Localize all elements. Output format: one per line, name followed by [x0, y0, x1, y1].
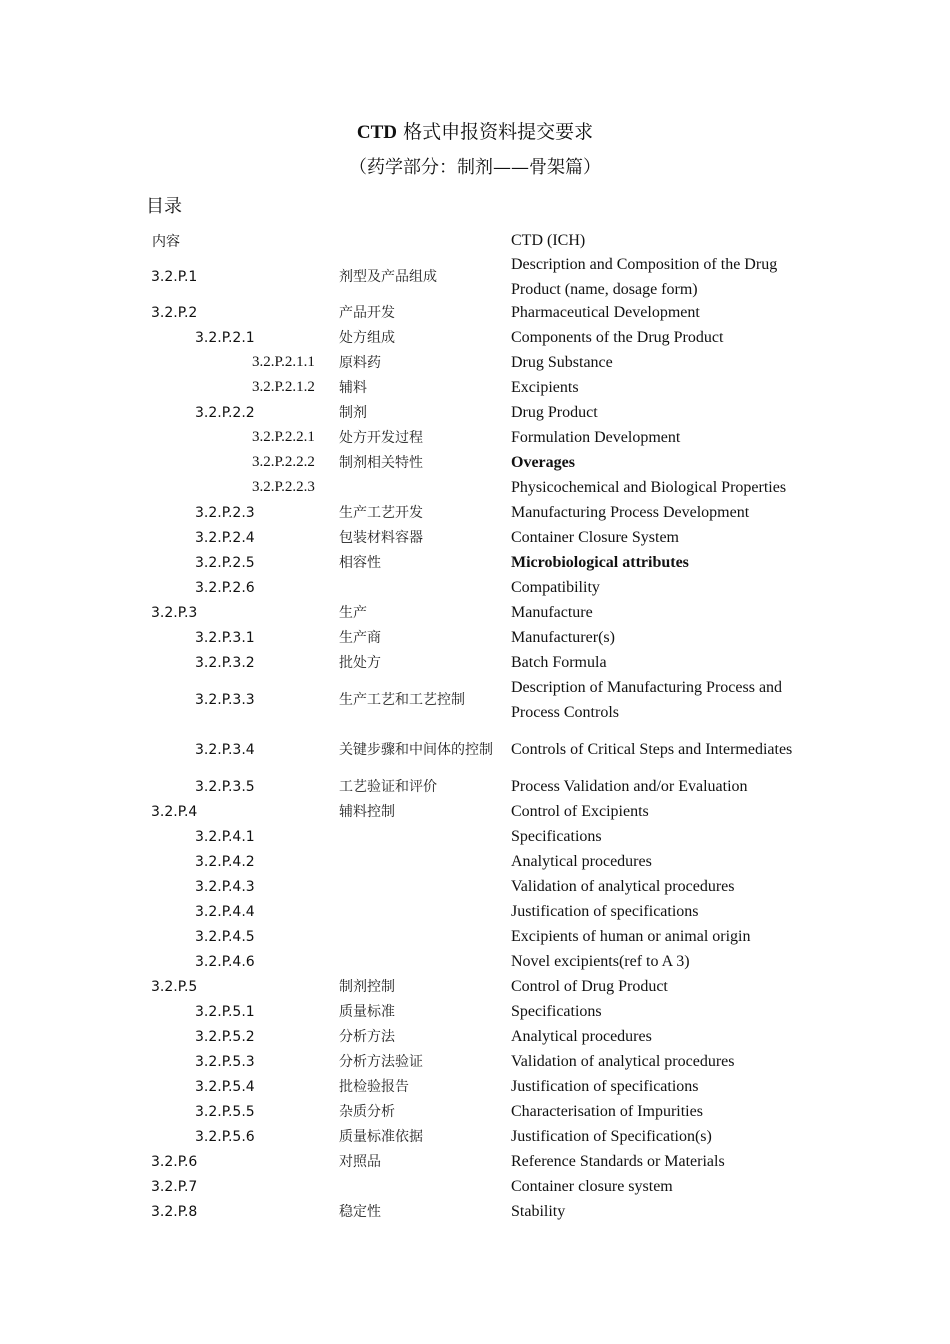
section-code: 3.2.P.2.6 — [195, 579, 255, 596]
section-title-cn — [339, 949, 499, 974]
section-code: 3.2.P.5.3 — [195, 1053, 255, 1070]
toc-row — [0, 325, 950, 350]
toc-row — [0, 774, 950, 799]
section-title-cn: 原料药 — [339, 354, 381, 371]
section-title-en: Validation of analytical procedures — [511, 878, 735, 895]
section-title-cn — [339, 924, 499, 949]
section-title-cn: 批处方 — [339, 654, 381, 671]
toc-row — [0, 999, 950, 1024]
header-content: 内容 — [152, 233, 180, 250]
section-title-cn: 生产商 — [339, 629, 381, 646]
section-code: 3.2.P.2.3 — [195, 504, 255, 521]
document-subtitle: （药学部分：制剂——骨架篇） — [349, 157, 601, 178]
section-title-en: Container Closure System — [511, 529, 679, 546]
section-title-en: Manufacturer(s) — [511, 629, 615, 646]
section-title-en: Validation of analytical procedures — [511, 1053, 735, 1070]
section-code: 3.2.P.6 — [151, 1153, 198, 1170]
section-title-cn: 制剂 — [339, 404, 367, 421]
toc-row — [0, 650, 950, 675]
section-title-en: Physicochemical and Biological Properties — [511, 479, 787, 496]
section-title-en: Analytical procedures — [511, 1028, 652, 1045]
section-code: 3.2.P.4.2 — [195, 853, 255, 870]
section-code: 3.2.P.4.4 — [195, 903, 255, 920]
section-code: 3.2.P.4.6 — [195, 953, 255, 970]
section-title-cn: 分析方法验证 — [339, 1053, 423, 1070]
section-code: 3.2.P.2.1.1 — [252, 354, 315, 370]
toc-row — [0, 1074, 950, 1099]
section-title-cn: 处方组成 — [339, 329, 395, 346]
section-title-cn: 相容性 — [339, 554, 381, 571]
section-code: 3.2.P.3.3 — [195, 692, 255, 708]
section-title-en: Drug Substance — [511, 354, 613, 371]
section-code: 3.2.P.5.2 — [195, 1028, 255, 1045]
section-title-cn: 批检验报告 — [339, 1078, 409, 1095]
section-code: 3.2.P.5.4 — [195, 1078, 255, 1095]
section-title-cn: 生产工艺和工艺控制 — [339, 692, 465, 708]
toc-row — [0, 1199, 950, 1224]
section-code: 3.2.P.2.2.1 — [252, 429, 315, 445]
toc-row — [0, 1099, 950, 1124]
section-title-cn: 对照品 — [339, 1153, 381, 1170]
section-title-en: Control of Excipients — [511, 803, 649, 820]
section-title-en: Specifications — [511, 828, 602, 845]
section-title-en: Formulation Development — [511, 429, 681, 446]
section-title-cn: 质量标准 — [339, 1003, 395, 1020]
toc-row — [0, 300, 950, 325]
document-title-text: 格式申报资料提交要求 — [397, 121, 594, 143]
section-code: 3.2.P.5.6 — [195, 1128, 255, 1145]
toc-row — [0, 625, 950, 650]
section-title-en: Reference Standards or Materials — [511, 1153, 725, 1170]
toc-row — [0, 375, 950, 400]
section-code: 3.2.P.3.4 — [195, 741, 255, 758]
section-title-cn: 辅料 — [339, 379, 367, 396]
section-title-en: Drug Product — [511, 404, 598, 421]
section-title-en: Process Validation and/or Evaluation — [511, 778, 748, 795]
toc-row — [0, 500, 950, 525]
section-code: 3.2.P.3 — [151, 604, 198, 621]
section-title-en: Manufacture — [511, 604, 593, 621]
section-title-en: Pharmaceutical Development — [511, 304, 700, 321]
section-title-cn: 剂型及产品组成 — [339, 269, 437, 285]
section-title-cn: 产品开发 — [339, 304, 395, 321]
toc-row — [0, 575, 950, 600]
section-title-cn — [339, 824, 499, 849]
section-title-en: Description and Composition of the Drug Product (name, dosage form) — [511, 256, 778, 298]
section-title-cn: 制剂控制 — [339, 978, 395, 995]
section-title-en: Microbiological attributes — [511, 554, 689, 571]
section-code: 3.2.P.7 — [151, 1178, 198, 1195]
toc-row — [0, 899, 950, 924]
toc-row — [0, 1049, 950, 1074]
toc-row — [0, 425, 950, 450]
section-code: 3.2.P.2.5 — [195, 554, 255, 571]
section-title-en: Control of Drug Product — [511, 978, 668, 995]
section-title-cn — [339, 1174, 499, 1199]
section-title-cn: 杂质分析 — [339, 1103, 395, 1120]
section-title-en: Excipients of human or animal origin — [511, 928, 751, 945]
section-title-en: Controls of Critical Steps and Intermediates — [511, 741, 793, 758]
toc-row — [0, 949, 950, 974]
section-code: 3.2.P.2 — [151, 304, 198, 321]
document-title-acronym: CTD — [356, 122, 398, 143]
section-title-en: Stability — [511, 1203, 566, 1220]
section-title-cn: 辅料控制 — [339, 803, 395, 820]
section-title-cn: 包装材料容器 — [339, 529, 423, 546]
section-code: 3.2.P.4.5 — [195, 928, 255, 945]
section-title-en: Description of Manufacturing Process and Process Controls — [511, 679, 783, 721]
toc-row — [0, 450, 950, 475]
toc-row — [0, 1149, 950, 1174]
section-title-en: Characterisation of Impurities — [511, 1103, 703, 1120]
toc-row — [0, 1124, 950, 1149]
section-title-cn — [339, 575, 499, 600]
toc-row — [0, 1174, 950, 1199]
section-title-cn: 生产工艺开发 — [339, 504, 423, 521]
toc-row — [0, 799, 950, 824]
section-title-en: Specifications — [511, 1003, 602, 1020]
section-code: 3.2.P.2.2.2 — [252, 454, 315, 470]
section-code: 3.2.P.2.2.3 — [252, 479, 315, 495]
section-title-cn — [339, 899, 499, 924]
toc-row — [0, 725, 950, 774]
section-title-en: Justification of specifications — [511, 903, 699, 920]
section-title-en: Overages — [511, 454, 575, 471]
section-title-cn — [339, 849, 499, 874]
section-code: 3.2.P.5.1 — [195, 1003, 255, 1020]
section-title-cn: 制剂相关特性 — [339, 454, 423, 471]
toc-table-header — [0, 228, 950, 253]
section-code: 3.2.P.4.1 — [195, 828, 255, 845]
section-title-en: Excipients — [511, 379, 579, 396]
toc-row — [0, 874, 950, 899]
toc-row — [0, 350, 950, 375]
toc-row — [0, 475, 950, 500]
toc-heading: 目录 — [146, 196, 182, 217]
toc-row — [0, 525, 950, 550]
section-title-cn: 处方开发过程 — [339, 429, 423, 446]
section-title-cn — [339, 475, 499, 500]
section-code: 3.2.P.8 — [151, 1203, 198, 1220]
section-title-cn: 生产 — [339, 604, 367, 621]
toc-row — [0, 974, 950, 999]
section-code: 3.2.P.2.1.2 — [252, 379, 315, 395]
toc-row — [0, 849, 950, 874]
section-code: 3.2.P.5 — [151, 978, 198, 995]
toc-row — [0, 675, 950, 725]
section-title-cn: 分析方法 — [339, 1028, 395, 1045]
section-code: 3.2.P.2.4 — [195, 529, 255, 546]
section-code: 3.2.P.3.5 — [195, 778, 255, 795]
section-title-cn: 工艺验证和评价 — [339, 778, 437, 795]
section-title-en: Components of the Drug Product — [511, 329, 724, 346]
toc-row — [0, 824, 950, 849]
section-title-en: Justification of specifications — [511, 1078, 699, 1095]
section-title-en: Batch Formula — [511, 654, 607, 671]
section-title-cn: 质量标准依据 — [339, 1128, 423, 1145]
section-code: 3.2.P.2.1 — [195, 329, 255, 346]
section-code: 3.2.P.2.2 — [195, 404, 255, 421]
section-title-cn: 稳定性 — [339, 1203, 381, 1220]
section-code: 3.2.P.1 — [151, 269, 198, 285]
toc-row — [0, 253, 950, 301]
section-title-en: Manufacturing Process Development — [511, 504, 750, 521]
toc-row — [0, 924, 950, 949]
section-title-en: Novel excipients(ref to A 3) — [511, 953, 690, 970]
header-ctd-ich: CTD (ICH) — [511, 232, 586, 249]
section-title-en: Compatibility — [511, 579, 600, 596]
section-title-cn — [339, 874, 499, 899]
toc-row — [0, 400, 950, 425]
section-title-en: Justification of Specification(s) — [511, 1128, 712, 1145]
section-code: 3.2.P.5.5 — [195, 1103, 255, 1120]
section-code: 3.2.P.4.3 — [195, 878, 255, 895]
section-title-en: Analytical procedures — [511, 853, 652, 870]
toc-row — [0, 550, 950, 575]
section-code: 3.2.P.3.1 — [195, 629, 255, 646]
toc-row — [0, 1024, 950, 1049]
section-code: 3.2.P.4 — [151, 803, 198, 820]
section-code: 3.2.P.3.2 — [195, 654, 255, 671]
document-title — [0, 118, 950, 147]
section-title-cn: 关键步骤和中间体的控制 — [339, 741, 493, 758]
toc-row — [0, 600, 950, 625]
section-title-en: Container closure system — [511, 1178, 673, 1195]
